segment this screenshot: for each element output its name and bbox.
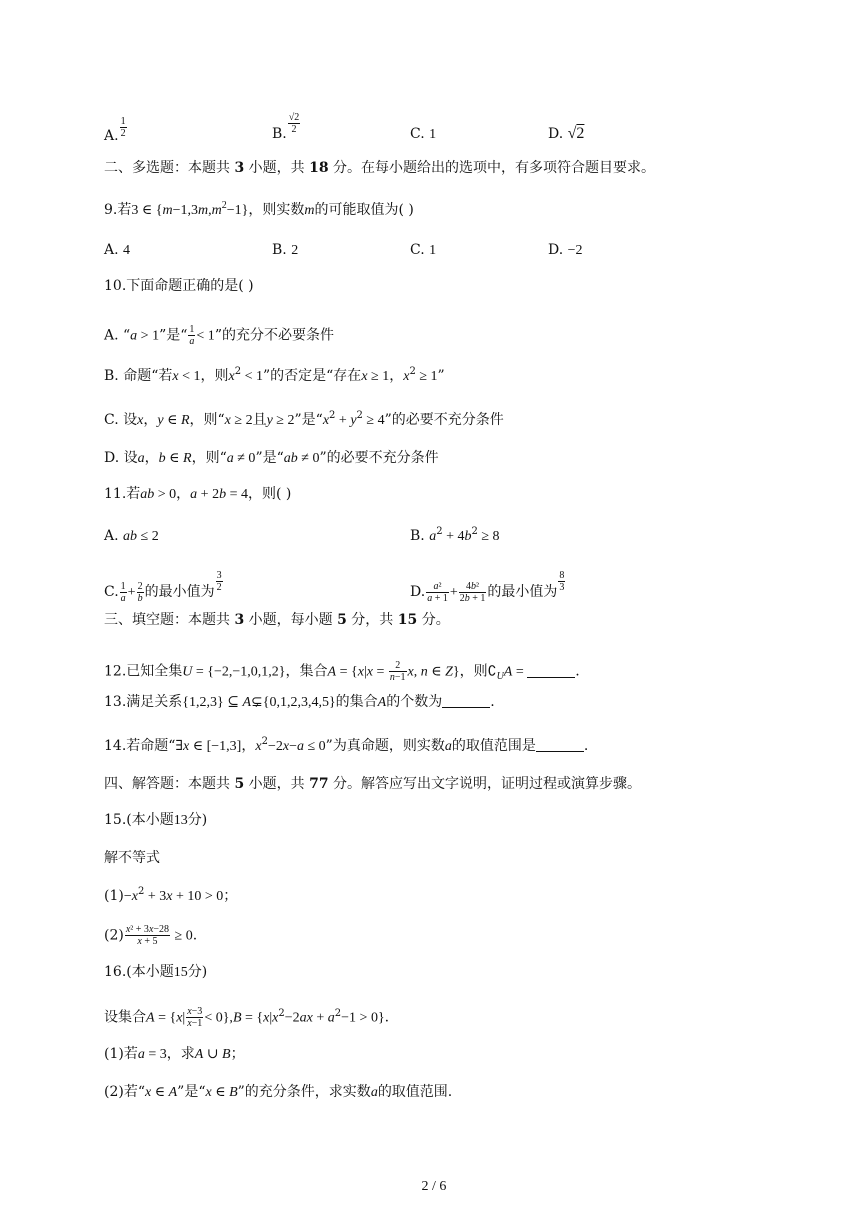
q11-option-c: C. $\frac{1}{a}$ + $\frac{2}{b}$ 的最小值为 $\frac{3}{2}$ — [104, 570, 222, 604]
question-12: 12.已知全集U = {−2,−1,0,1,2}，集合A = {x|x = $\frac{2}{n-1}$ x, n ∈ Z}，则$∁_UA$ = . — [104, 660, 580, 683]
answer-blank — [527, 663, 575, 678]
question-10-stem: 10.下面命题正确的是( ) — [104, 278, 254, 294]
section-4-heading: 四、解答题：本题共 5 小题，共 77 分。解答应写出文字说明，证明过程或演算步骤。 — [104, 776, 642, 792]
q11-option-a: A. ab ≤ 2 — [104, 528, 159, 544]
q9-option-d: D. −2 — [548, 242, 583, 258]
option-label: C. — [410, 126, 425, 142]
question-16-header: 16.(本小题15分) — [104, 964, 208, 980]
q10-option-a: A. “a > 1”是“ $\frac{1}{a}$ < 1”的充分不必要条件 — [104, 324, 334, 347]
q8-option-c — [410, 124, 436, 145]
q8-option-d: D. √2 — [548, 125, 585, 142]
question-11-stem: 11.若ab > 0，a + 2b = 4，则( ) — [104, 486, 292, 502]
q10-option-c: C. 设x，y ∈ R，则“x ≥ 2且y ≥ 2”是“$x^2 + y^2 \ge 4$”的必要不充分条件 — [104, 410, 504, 428]
q9-option-b: B. 2 — [272, 242, 299, 258]
question-13: 13.满足关系{1,2,3} ⊆ A⊊{0,1,2,3,4,5}的集合A的个数为 . — [104, 694, 495, 710]
question-16-part-1: (1)若a = 3，求A ∪ B； — [104, 1046, 245, 1062]
q11-option-d: D. $\frac{\text{a²}}{a + 1}$ + $\frac{\text{4b²}}{2b + 1}$ 的最小值为 $\frac{8}{3}$ — [410, 570, 565, 604]
option-label: D. — [548, 126, 564, 142]
question-16-part-2: (2)若“x ∈ A”是“x ∈ B”的充分条件，求实数a的取值范围. — [104, 1084, 453, 1100]
section-2-heading: 二、多选题：本题共 3 小题，共 18 分。在每小题给出的选项中，有多项符合题目要求。 — [104, 160, 656, 176]
option-label: A. — [104, 128, 119, 144]
question-15-part-1: $(1)-x^2 + 3x + 10 > 0$； — [104, 886, 238, 904]
q11-option-b: B. $a^2 + 4b^2 \ge 8$ — [410, 526, 500, 544]
question-15-intro: 解不等式 — [104, 850, 160, 866]
question-14: 14.若命题“∃x ∈ [−1,3]，$x^2-2x-a \le 0$”为真命题，则实数a的取值范围是 . — [104, 736, 589, 754]
answer-blank — [536, 737, 584, 752]
question-15-part-2: (2) $\frac{\text{x² + 3x−28}}{x + 5}$ ≥ 0. — [104, 924, 198, 947]
q8-option-b: B. $\frac{√2}{2}$ — [272, 112, 300, 142]
page-number: 2 / 6 — [421, 1179, 447, 1194]
question-16-intro: 设集合A = {x| $\frac{x-3}{x-1}$ < $0\},B = \{x|x^2-2ax + a^2-1 > 0\}$. — [104, 1006, 390, 1029]
q9-option-c: C. 1 — [410, 242, 437, 258]
answer-blank — [442, 693, 490, 708]
option-value: 1 — [429, 127, 437, 142]
q8-option-a: A. $\frac{1}{2}$ — [104, 116, 126, 144]
q10-option-b: B. 命题“若x < 1，则$x^2 < 1$”的否定是“存在x ≥ 1，$x^2 \ge 1$” — [104, 366, 445, 384]
question-15-header: 15.(本小题13分) — [104, 812, 208, 828]
question-9-stem: 9.若3 ∈ $\{m-1,3m,m^2-1\}$，则实数m的可能取值为( ) — [104, 200, 414, 218]
option-label: B. — [272, 126, 287, 142]
q9-option-a: A. 4 — [104, 242, 131, 258]
section-3-heading: 三、填空题：本题共 3 小题，每小题 5 分，共 15 分。 — [104, 612, 450, 628]
q10-option-d: D. 设a，b ∈ R，则“a ≠ 0”是“ab ≠ 0”的必要不充分条件 — [104, 450, 439, 466]
